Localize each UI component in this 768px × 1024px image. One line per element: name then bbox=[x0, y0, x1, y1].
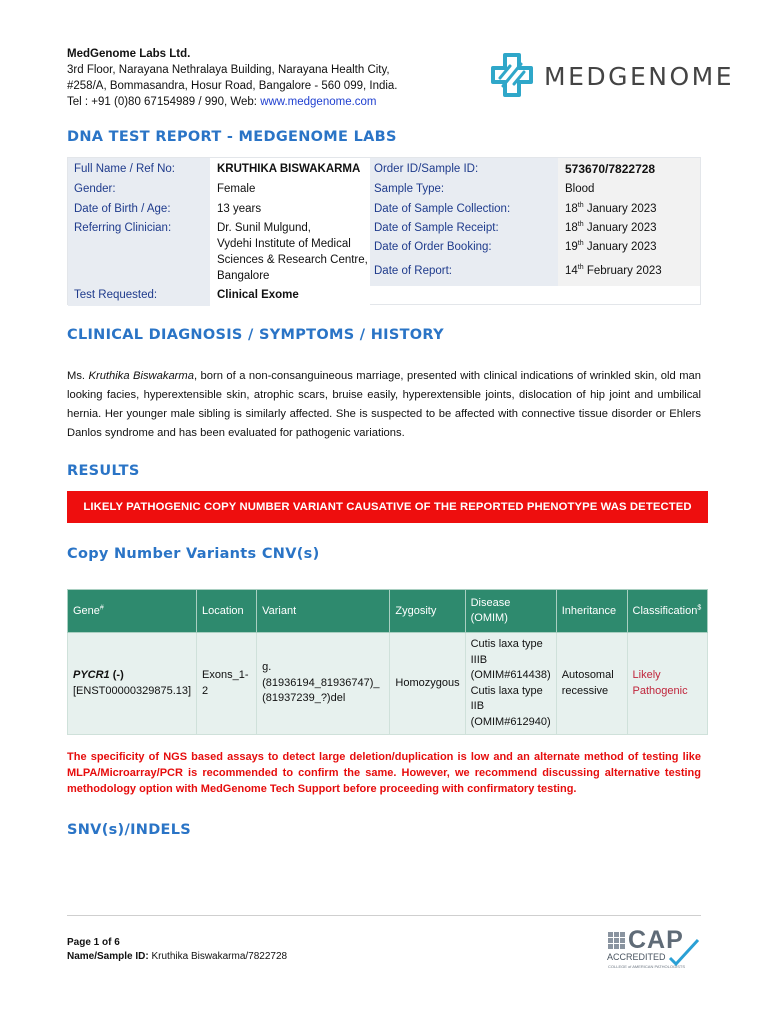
order-id-value: 573670/7822728 bbox=[565, 162, 656, 176]
gene-cell: PYCR1 (-) [ENST00000329875.13] bbox=[68, 633, 197, 735]
gene-name: PYCR1 bbox=[73, 669, 110, 681]
confirmation-warning: The specificity of NGS based assays to detect large deletion/duplication is low and an alternate method of testing like MLPA/Microarray/PCR is recommended to confirm the same. However, we recommend discussing alternative testing methodology option with MedGenome Tech Support before proceeding with confirmatory testing. bbox=[67, 751, 701, 795]
header-gene: Gene# bbox=[68, 590, 197, 633]
referring-clinician-value: Dr. Sunil Mulgund, Vydehi Institute of Medical Sciences & Research Centre, Bangalore bbox=[217, 222, 368, 282]
results-title: RESULTS bbox=[67, 463, 140, 479]
company-contact bbox=[67, 94, 398, 110]
disease-cell: Cutis laxa type IIIB (OMIM#614438) Cutis laxa type IIB (OMIM#612940) bbox=[465, 633, 556, 735]
header-location: Location bbox=[197, 590, 257, 633]
report-date-label: Date of Report: bbox=[374, 265, 452, 277]
patient-name-italic: Kruthika Biswakarma bbox=[88, 370, 194, 382]
diagnosis-text: Ms. Kruthika Biswakarma, born of a non-consanguineous marriage, presented with clinical indications of wrinkled skin, old man looking facies, hyperextensible skin, atrophic scars, bruise easily, hyperextensible joints, dislocation of hip joint and umbilical hernia. Her younger male sibling is similarly affected. She is suspected to be affected with connective tissue disorder or Ehlers Danlos syndrome and has been evaluated for pathogenic variations. bbox=[67, 370, 701, 439]
company-tel: Tel : +91 (0)80 67154989 / 990, Web: bbox=[67, 96, 261, 108]
medgenome-logo bbox=[490, 52, 735, 98]
header-disease: Disease (OMIM) bbox=[465, 590, 556, 633]
gender-value: Female bbox=[217, 183, 256, 195]
patient-info-table bbox=[67, 157, 701, 305]
location-cell: Exons_1-2 bbox=[197, 633, 257, 735]
table-row bbox=[68, 633, 708, 735]
cnv-table bbox=[67, 589, 708, 735]
sample-id-label: Name/Sample ID: bbox=[67, 951, 149, 962]
header-inheritance: Inheritance bbox=[556, 590, 627, 633]
inheritance-cell: Autosomal recessive bbox=[556, 633, 627, 735]
receipt-date-value: 18th January 2023 bbox=[565, 221, 657, 234]
company-address-line-1: 3rd Floor, Narayana Nethralaya Building, Narayana Health City, bbox=[67, 64, 390, 76]
header-zygosity: Zygosity bbox=[390, 590, 465, 633]
header-variant: Variant bbox=[257, 590, 390, 633]
cap-accredited-logo bbox=[604, 928, 704, 972]
variant-cell: g.(81936194_81936747)_ (81937239_?)del bbox=[257, 633, 390, 735]
referring-clinician-label: Referring Clinician: bbox=[74, 222, 172, 234]
company-address-line-2: #258/A, Bommasandra, Hosur Road, Bangalore - 560 099, India. bbox=[67, 80, 398, 92]
logo-wordmark: MEDGENOME bbox=[544, 62, 735, 91]
cap-accredited-text: ACCREDITED bbox=[607, 952, 666, 962]
cnv-header-row bbox=[68, 590, 708, 633]
booking-date-label: Date of Order Booking: bbox=[374, 241, 492, 253]
classification-cell: Likely Pathogenic bbox=[627, 633, 707, 735]
sample-id-value: Kruthika Biswakarma/7822728 bbox=[148, 951, 288, 962]
cap-college-text: COLLEGE of AMERICAN PATHOLOGISTS bbox=[608, 964, 685, 969]
receipt-date-label: Date of Sample Receipt: bbox=[374, 222, 499, 234]
cap-text: CAP bbox=[628, 926, 684, 954]
transcript-id: [ENST00000329875.13] bbox=[73, 684, 192, 697]
booking-date-value: 19th January 2023 bbox=[565, 240, 657, 253]
age-value: 13 years bbox=[217, 203, 262, 215]
company-website-link[interactable]: www.medgenome.com bbox=[260, 96, 377, 108]
order-id-label: Order ID/Sample ID: bbox=[374, 163, 479, 175]
dob-label: Date of Birth / Age: bbox=[74, 203, 171, 215]
test-requested-value: Clinical Exome bbox=[217, 289, 299, 301]
collection-date-value: 18th January 2023 bbox=[565, 202, 657, 215]
full-name-label: Full Name / Ref No: bbox=[74, 163, 175, 175]
collection-date-label: Date of Sample Collection: bbox=[374, 203, 511, 215]
footer-divider bbox=[67, 915, 701, 916]
full-name-value: KRUTHIKA BISWAKARMA bbox=[217, 163, 361, 175]
zygosity-cell: Homozygous bbox=[390, 633, 465, 735]
company-name: MedGenome Labs Ltd. bbox=[67, 48, 191, 60]
cnv-title: Copy Number Variants CNV(s) bbox=[67, 546, 320, 562]
sample-type-label: Sample Type: bbox=[374, 183, 445, 195]
snv-title: SNV(s)/INDELS bbox=[67, 822, 192, 838]
test-requested-label: Test Requested: bbox=[74, 289, 158, 301]
sample-type-value: Blood bbox=[565, 183, 595, 195]
report-title: DNA TEST REPORT - MEDGENOME LABS bbox=[67, 129, 397, 145]
gender-label: Gender: bbox=[74, 183, 116, 195]
medgenome-cross-icon bbox=[490, 52, 534, 98]
header-classification: Classification$ bbox=[627, 590, 707, 633]
page-number: Page 1 of 6 bbox=[67, 937, 120, 948]
report-date-value: 14th February 2023 bbox=[565, 264, 662, 277]
diagnosis-title: CLINICAL DIAGNOSIS / SYMPTOMS / HISTORY bbox=[67, 327, 444, 343]
page-footer bbox=[67, 936, 287, 964]
company-header bbox=[67, 46, 398, 110]
result-banner: LIKELY PATHOGENIC COPY NUMBER VARIANT CAUSATIVE OF THE REPORTED PHENOTYPE WAS DETECTED bbox=[67, 491, 708, 523]
